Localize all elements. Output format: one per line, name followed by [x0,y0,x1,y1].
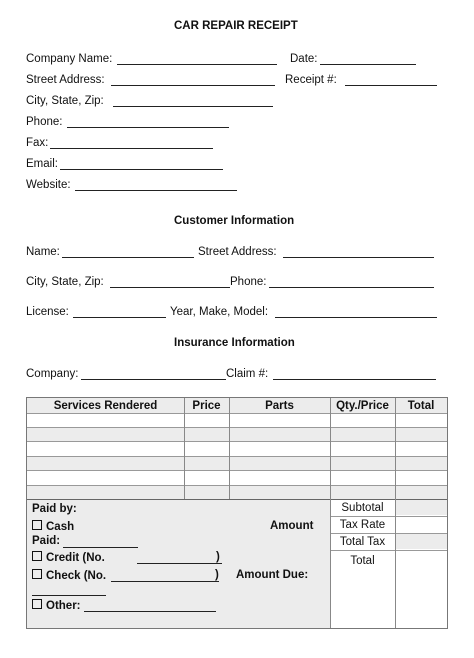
check-extra-field[interactable] [32,595,106,596]
email-label: Email: [26,158,58,170]
total-tax-label: Total Tax [339,536,386,548]
check-checkbox[interactable] [32,569,42,579]
customer-name-field[interactable] [62,257,194,258]
fax-label: Fax: [26,137,49,149]
customer-name-label: Name: [26,246,60,258]
customer-street-label: Street Address: [198,246,277,258]
total-label: Total [350,555,375,567]
claim-no-field[interactable] [273,379,436,380]
license-field[interactable] [73,317,166,318]
header-price: Price [192,400,221,412]
paid-by-label: Paid by: [32,503,77,515]
col-divider [184,398,185,499]
amount-label: Amount [270,520,314,532]
receipt-no-field[interactable] [345,85,437,86]
cash-label: Cash [46,521,75,533]
col-divider [229,398,230,499]
paid-amount-field[interactable] [63,547,138,548]
other-option[interactable] [32,599,81,612]
credit-option[interactable] [32,551,105,564]
amount-due-label: Amount Due: [236,569,309,581]
city-state-zip-label: City, State, Zip: [26,95,104,107]
totals-divider [330,533,447,534]
phone-field[interactable] [67,127,229,128]
other-label: Other: [46,600,81,612]
customer-street-field[interactable] [283,257,434,258]
credit-checkbox[interactable] [32,551,42,561]
row-shade [27,427,447,441]
row-divider [27,456,447,457]
fax-field[interactable] [50,148,213,149]
subtotal-label: Subtotal [341,502,384,514]
totals-divider [330,550,447,551]
row-shade [27,485,447,499]
page-title: CAR REPAIR RECEIPT [174,20,298,32]
col-divider [395,398,396,628]
insurance-info-heading: Insurance Information [174,337,295,349]
email-field[interactable] [60,169,223,170]
check-label: Check (No. [46,570,107,582]
check-number-field[interactable] [111,581,219,582]
header-qty-price: Qty./Price [336,400,389,412]
cash-checkbox[interactable] [32,520,42,530]
insurance-company-field[interactable] [81,379,226,380]
insurance-company-label: Company: [26,368,79,380]
tax-rate-label: Tax Rate [339,519,386,531]
website-label: Website: [26,179,71,191]
row-divider [27,485,447,486]
claim-no-label: Claim #: [226,368,269,380]
website-field[interactable] [75,190,237,191]
row-divider [27,470,447,471]
year-make-model-field[interactable] [275,317,437,318]
customer-phone-label: Phone: [230,276,267,288]
city-state-zip-field[interactable] [113,106,273,107]
phone-label: Phone: [26,116,63,128]
total-cell-shade [395,534,447,549]
cash-option[interactable] [32,520,74,533]
credit-number-field[interactable] [137,563,222,564]
header-services: Services Rendered [53,400,158,412]
row-shade [27,456,447,470]
row-divider [27,441,447,442]
services-table [26,397,448,629]
customer-phone-field[interactable] [269,287,434,288]
credit-close-paren: ) [216,551,220,563]
row-divider [27,413,447,414]
check-close-paren: ) [215,569,219,581]
license-label: License: [26,306,69,318]
credit-label: Credit (No. [46,552,105,564]
customer-city-field[interactable] [110,287,230,288]
header-parts: Parts [265,400,294,412]
row-divider [27,499,447,500]
street-address-label: Street Address: [26,74,105,86]
other-checkbox[interactable] [32,599,42,609]
year-make-model-label: Year, Make, Model: [170,306,269,318]
totals-divider [330,516,447,517]
date-label: Date: [290,53,318,65]
company-name-label: Company Name: [26,53,113,65]
other-field[interactable] [84,611,216,612]
check-option[interactable] [32,569,106,582]
paid-label: Paid: [32,535,61,547]
row-divider [27,427,447,428]
customer-info-heading: Customer Information [174,215,295,227]
header-total: Total [407,400,435,412]
receipt-no-label: Receipt #: [285,74,337,86]
customer-city-label: City, State, Zip: [26,276,104,288]
date-field[interactable] [320,64,416,65]
company-name-field[interactable] [117,64,277,65]
total-cell-shade [395,500,447,515]
street-address-field[interactable] [111,85,275,86]
